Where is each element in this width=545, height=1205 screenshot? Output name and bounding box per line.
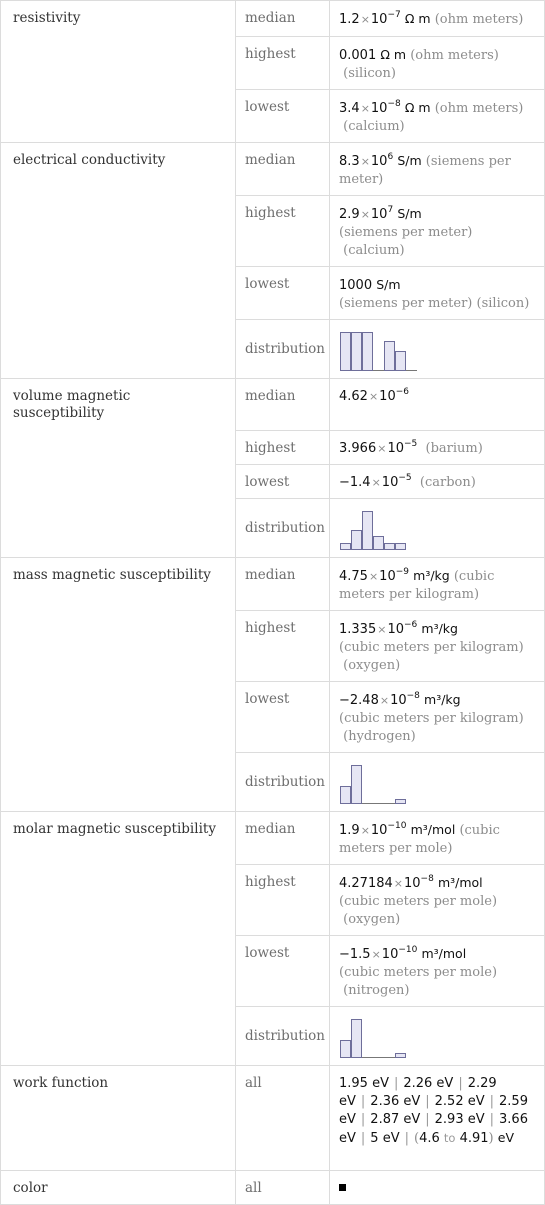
- histogram-bar: [352, 333, 362, 371]
- mass-label: mass magnetic susceptibility: [1, 558, 236, 812]
- sub-label: lowest: [236, 267, 330, 320]
- mass-histogram: [339, 763, 419, 805]
- sub-label: lowest: [236, 465, 330, 499]
- sub-label: lowest: [236, 936, 330, 1007]
- volume-highest-value: $3.966\times 10^{-5}$ (barium): [330, 431, 545, 465]
- mass-histogram-cell: [330, 753, 545, 812]
- resistivity-label: resistivity: [1, 1, 236, 143]
- separator: |: [489, 1094, 495, 1109]
- separator: |: [360, 1112, 366, 1127]
- sub-label: distribution: [236, 320, 330, 379]
- work-function-value: 2.52 eV: [434, 1094, 485, 1109]
- conductivity-highest-value: $2.9\times 10^7$ S/m (siemens per meter) (calcium): [330, 196, 545, 267]
- sub-label: median: [236, 1, 330, 37]
- volume-label: volume magnetic susceptibility: [1, 379, 236, 558]
- resistivity-highest-value: 0.001 Ω m (ohm meters) (silicon): [330, 37, 545, 90]
- histogram-bar: [341, 333, 351, 371]
- range-start: 4.6: [419, 1131, 440, 1146]
- histogram-bar: [352, 531, 362, 550]
- conductivity-label: electrical conductivity: [1, 143, 236, 379]
- sub-label: highest: [236, 196, 330, 267]
- work-function-values: 1.95 eV | 2.26 eV | 2.29 eV | 2.36 eV | 2.52 eV | 2.59 eV | 2.87 eV | 2.93 eV | 3.66 eV | 5 eV | (4.6 to 4.91) eV: [330, 1066, 545, 1171]
- histogram-bar: [374, 537, 384, 550]
- work-function-value: 2.26 eV: [403, 1076, 454, 1091]
- molar-label: molar magnetic susceptibility: [1, 812, 236, 1066]
- work-function-value: 2.59 eV: [339, 1094, 528, 1127]
- conductivity-lowest-value: 1000 S/m (siemens per meter) (silicon): [330, 267, 545, 320]
- sub-label: median: [236, 143, 330, 196]
- histogram-bar: [385, 544, 395, 550]
- sub-label: median: [236, 558, 330, 611]
- separator: |: [425, 1112, 430, 1127]
- sub-label: lowest: [236, 682, 330, 753]
- resistivity-median-row: [1, 1, 545, 37]
- histogram-bar: [385, 342, 395, 371]
- resistivity-lowest-value: $3.4\times 10^{-8}$ Ω m (ohm meters) (calcium): [330, 90, 545, 143]
- histogram-bar: [363, 333, 373, 371]
- range-end: 4.91): [459, 1131, 494, 1146]
- mass-lowest-value: $-2.48\times 10^{-8}$ m³/kg (cubic meters per kilogram) (hydrogen): [330, 682, 545, 753]
- separator: |: [458, 1076, 463, 1091]
- molar-highest-value: $4.27184\times 10^{-8}$ m³/mol (cubic meters per mole) (oxygen): [330, 865, 545, 936]
- sub-label: all: [236, 1066, 330, 1171]
- separator: |: [360, 1094, 366, 1109]
- histogram-bar: [396, 352, 406, 371]
- molar-lowest-value: $-1.5\times 10^{-10}$ m³/mol (cubic meters per mole) (nitrogen): [330, 936, 545, 1007]
- sub-label: highest: [236, 865, 330, 936]
- resistivity-median-value: $1.2\times 10^{-7}$ Ω m (ohm meters): [330, 1, 545, 37]
- sub-label: median: [236, 812, 330, 865]
- histogram-bar: [396, 800, 406, 804]
- volume-histogram-cell: [330, 499, 545, 558]
- sub-label: highest: [236, 37, 330, 90]
- histogram-bar: [352, 1020, 362, 1058]
- work-function-value: 5 eV: [370, 1131, 400, 1146]
- sub-label: highest: [236, 611, 330, 682]
- work-function-value: 2.36 eV: [370, 1094, 421, 1109]
- work-function-value: 2.93 eV: [434, 1112, 485, 1127]
- work-function-label: work function: [1, 1066, 236, 1171]
- sub-label: all: [236, 1171, 330, 1205]
- conductivity-histogram: [339, 330, 419, 372]
- sub-label: distribution: [236, 1007, 330, 1066]
- separator: |: [393, 1076, 399, 1091]
- histogram-bar: [341, 1041, 351, 1058]
- sub-label: median: [236, 379, 330, 431]
- histogram-bar: [341, 544, 351, 550]
- mass-median-value: $4.75\times 10^{-9}$ m³/kg (cubic meters per kilogram): [330, 558, 545, 611]
- separator: |: [489, 1112, 495, 1127]
- mass-median-row: [1, 558, 545, 611]
- histogram-bar: [396, 544, 406, 550]
- work-function-value: 3.66 eV: [339, 1112, 528, 1146]
- histogram-bar: [341, 787, 351, 804]
- molar-histogram-cell: [330, 1007, 545, 1066]
- volume-histogram: [339, 509, 419, 551]
- histogram-bar: [352, 766, 362, 804]
- conductivity-median-row: [1, 143, 545, 196]
- volume-median-row: [1, 379, 545, 431]
- mass-highest-value: $1.335\times 10^{-6}$ m³/kg (cubic meters per kilogram) (oxygen): [330, 611, 545, 682]
- conductivity-histogram-cell: [330, 320, 545, 379]
- separator: |: [360, 1131, 366, 1146]
- histogram-bar: [363, 512, 373, 550]
- sub-label: highest: [236, 431, 330, 465]
- work-function-value: 2.29 eV: [339, 1076, 497, 1109]
- volume-lowest-value: $-1.4\times 10^{-5}$ (carbon): [330, 465, 545, 499]
- separator: |: [425, 1094, 430, 1109]
- work-function-value: 1.95 eV: [339, 1076, 389, 1091]
- sub-label: distribution: [236, 753, 330, 812]
- sub-label: distribution: [236, 499, 330, 558]
- molar-median-row: [1, 812, 545, 865]
- work-function-value: 2.87 eV: [370, 1112, 421, 1127]
- conductivity-median-value: $8.3\times 10^6$ S/m (siemens per meter): [330, 143, 545, 196]
- sub-label: lowest: [236, 90, 330, 143]
- volume-median-value: $4.62\times 10^{-6}$: [330, 379, 545, 431]
- molar-histogram: [339, 1017, 419, 1059]
- histogram-bar: [396, 1054, 406, 1058]
- molar-median-value: $1.9\times 10^{-10}$ m³/mol (cubic meters per mole): [330, 812, 545, 865]
- color-label: color: [1, 1171, 236, 1205]
- work-function-row: [1, 1066, 545, 1171]
